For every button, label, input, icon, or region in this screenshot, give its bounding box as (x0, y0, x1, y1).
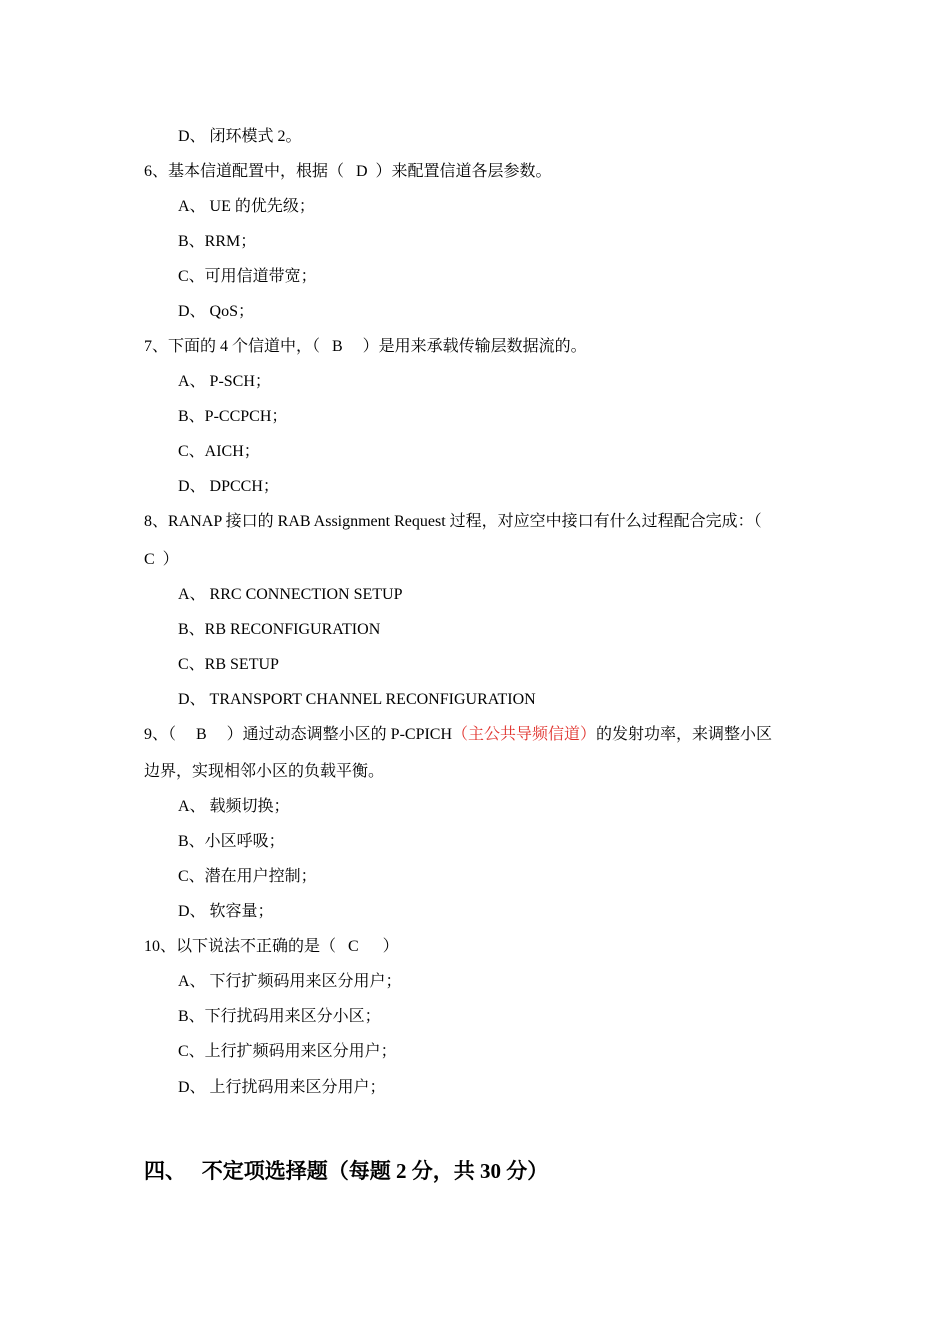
question-8-option-a: A、 RRC CONNECTION SETUP (178, 586, 403, 603)
question-10-option-b: B、下行扰码用来区分小区； (178, 1008, 381, 1025)
question-10-option-d: D、 上行扰码用来区分用户； (178, 1079, 386, 1096)
question-9-option-a: A、 载频切换； (178, 798, 290, 815)
question-9-stem-annotation: （主公共导频信道） (452, 726, 597, 743)
question-6-option-a: A、 UE 的优先级； (178, 198, 315, 215)
question-6-option-d: D、 QoS； (178, 303, 255, 320)
question-9-stem-after: 的发射功率，来调整小区 (596, 726, 773, 743)
question-8-option-d: D、 TRANSPORT CHANNEL RECONFIGURATION (178, 691, 536, 708)
question-6-option-b: B、RRM； (178, 233, 257, 250)
question-8-stem-line-1: 8、RANAP 接口的 RAB Assignment Request 过程，对应空中接口有什么过程配合完成：（ (144, 513, 762, 530)
question-9-option-d: D、 软容量； (178, 903, 274, 920)
prev-option-d: D、 闭环模式 2。 (178, 128, 302, 145)
question-7-option-a: A、 P-SCH； (178, 373, 271, 390)
question-6-option-c: C、可用信道带宽； (178, 268, 317, 285)
question-10-option-c: C、上行扩频码用来区分用户； (178, 1043, 397, 1060)
question-7-option-d: D、 DPCCH； (178, 478, 279, 495)
question-9-option-c: C、潜在用户控制； (178, 868, 317, 885)
question-9-stem-line-1 (144, 725, 772, 745)
question-10-option-a: A、 下行扩频码用来区分用户； (178, 973, 402, 990)
question-9-stem-before: 9、（ B ）通过动态调整小区的 P-CPICH (144, 726, 453, 743)
question-8-option-b: B、RB RECONFIGURATION (178, 621, 381, 638)
question-10-stem: 10、以下说法不正确的是（ C ） (144, 938, 399, 955)
question-7-option-b: B、P-CCPCH； (178, 408, 288, 425)
question-8-stem-line-2: C ） (144, 551, 179, 568)
question-7-option-c: C、AICH； (178, 443, 260, 460)
section-heading: 四、 不定项选择题（每题 2 分，共 30 分） (144, 1159, 549, 1183)
question-9-option-b: B、小区呼吸； (178, 833, 285, 850)
question-9-stem-line-2: 边界，实现相邻小区的负载平衡。 (144, 763, 385, 780)
question-8-option-c: C、RB SETUP (178, 656, 279, 673)
question-6-stem: 6、基本信道配置中，根据（ D ）来配置信道各层参数。 (144, 163, 552, 180)
question-7-stem: 7、下面的 4 个信道中，（ B ）是用来承载传输层数据流的。 (144, 338, 587, 355)
